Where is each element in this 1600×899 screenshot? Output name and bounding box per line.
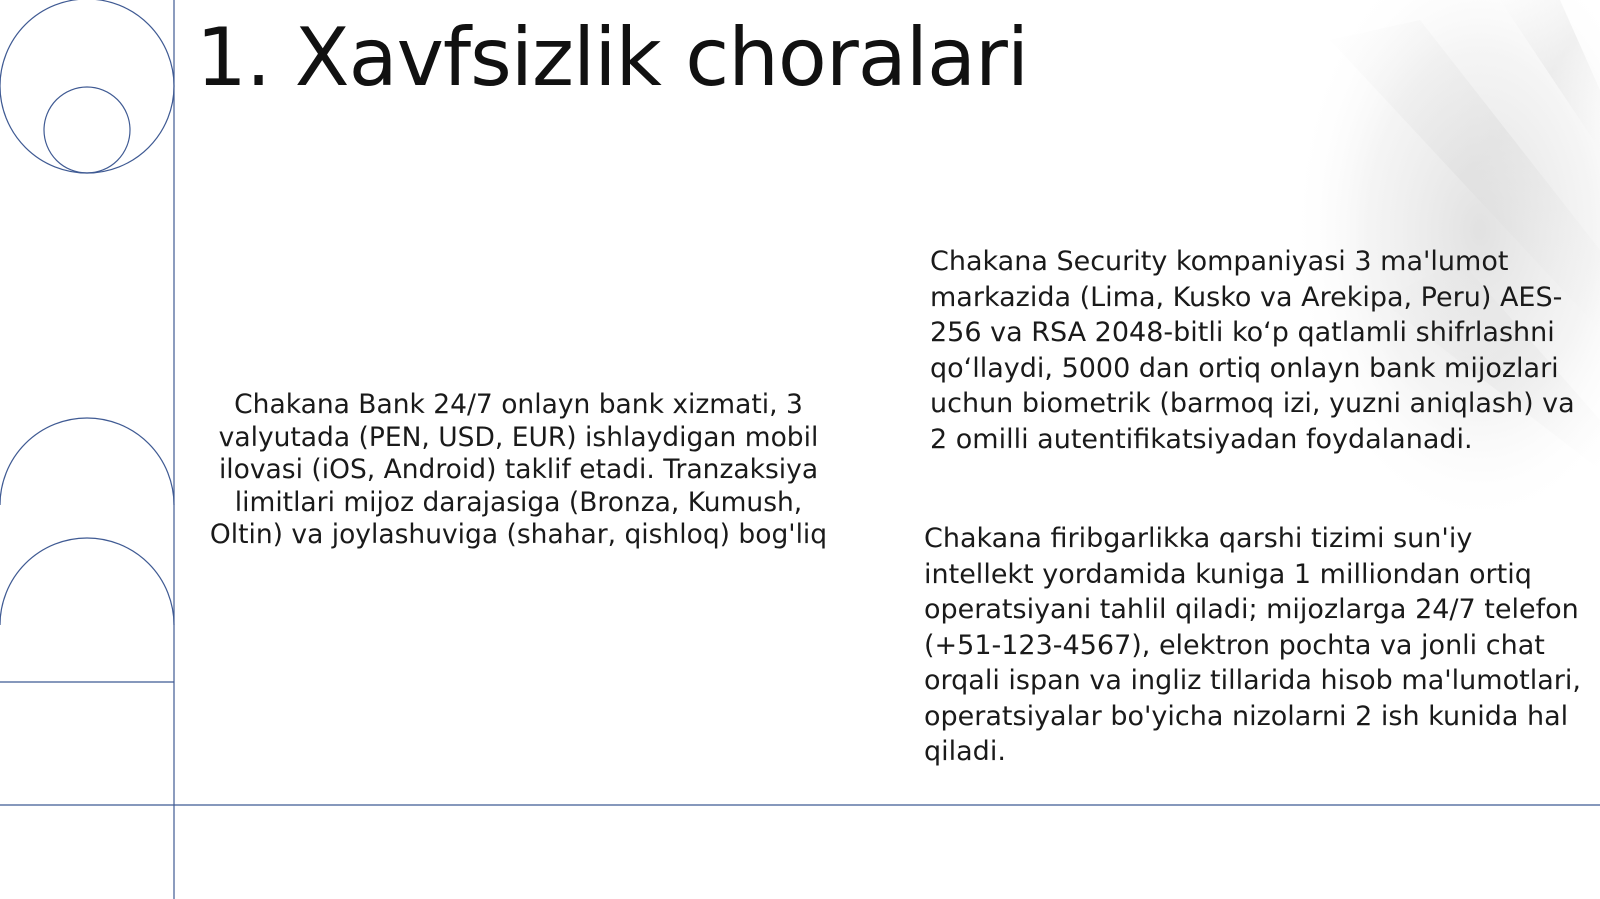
bank-services-text: Chakana Bank 24/7 onlayn bank xizmati, 3 valyutada (PEN, USD, EUR) ishlaydigan mobil ilovasi (iOS, Android) taklif etadi. Tranzaksiya limitlari mijoz darajasiga (Bronza, Kumush, Oltin) va joylashuviga (shahar, qishloq) bog'liq (209, 389, 828, 550)
small-circle (44, 87, 130, 173)
slide-title: 1. Xavfsizlik choralari (196, 11, 1029, 104)
upper-arch (0, 418, 174, 505)
fraud-system-text: Chakana firibgarlikka qarshi tizimi sun'iy intellekt yordamida kuniga 1 milliondan ortiq operatsiyani tahlil qiladi; mijozlarga 24/7 telefon (+51-123-4567), elektron pochta va jonli chat orqali ispan va ingliz tillarida hisob ma'lumotlari, operatsiyalar bo'yicha nizolarni 2 ish kunida hal qiladi. (924, 523, 1581, 767)
encryption-text: Chakana Security kompaniyasi 3 ma'lumot markazida (Lima, Kusko va Arekipa, Peru) AES-256 va RSA 2048-bitli ko‘p qatlamli shifrlashni qo‘llaydi, 5000 dan ortiq onlayn bank mijozlari uchun biometrik (barmoq izi, yuzni aniqlash) va 2 omilli autentifikatsiyadan foydalanadi. (930, 246, 1575, 455)
lower-arch (0, 538, 174, 625)
